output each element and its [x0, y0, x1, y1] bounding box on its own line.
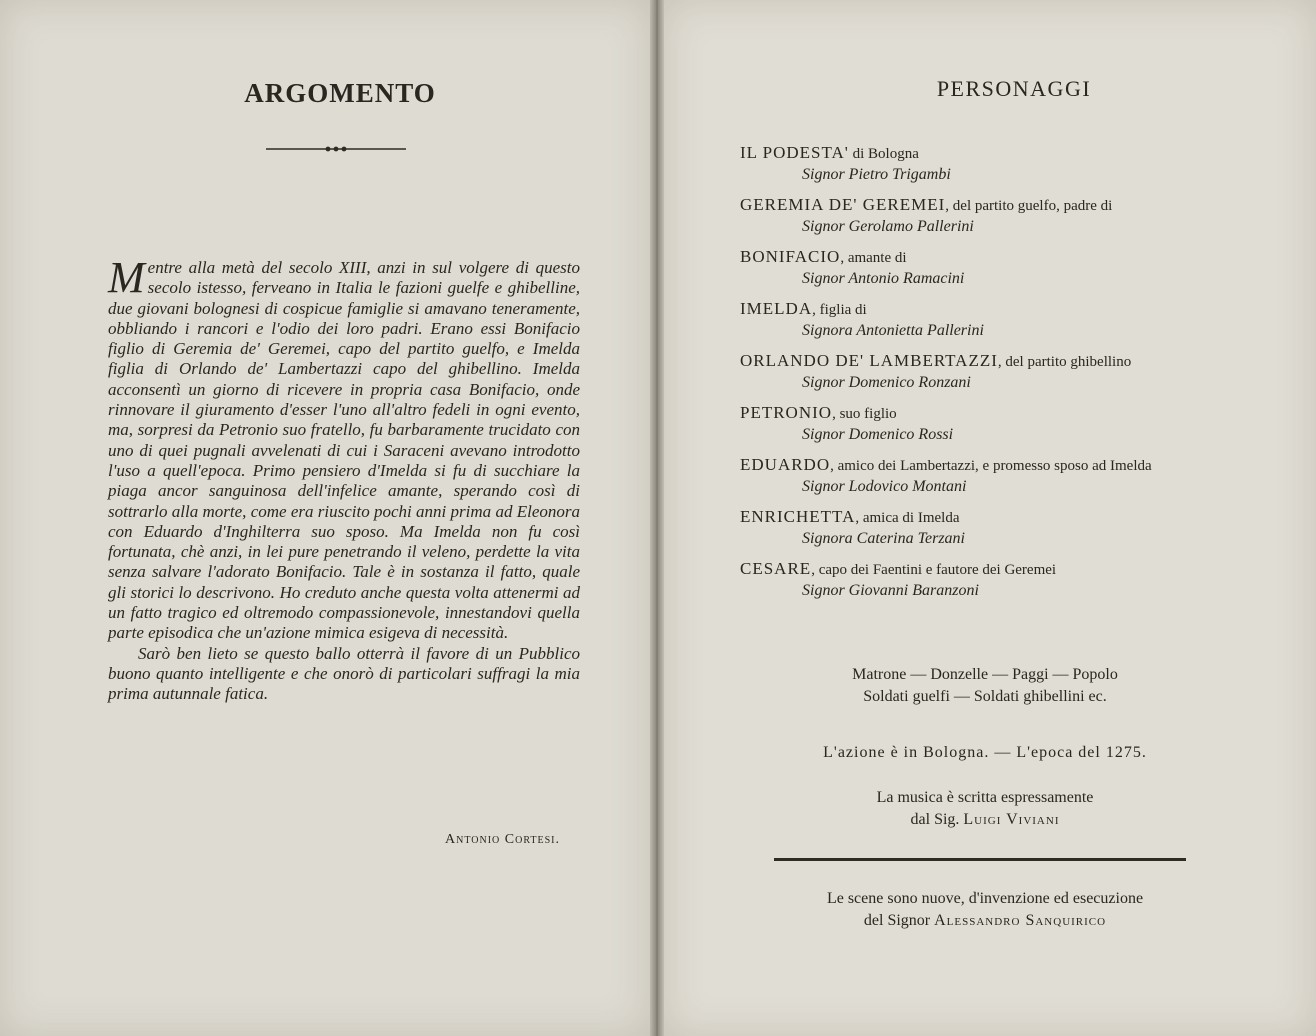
role-description: , del partito guelfo, padre di: [945, 198, 1113, 214]
role-entry: [740, 454, 1210, 497]
chorus-list: [760, 664, 1210, 708]
role-entry: [740, 402, 1210, 445]
argument-paragraph-2: Sarò ben lieto se questo ballo otterrà il favore di un Pubblico buono quanto intelligente e che onorò di particolari suffragi la mia prima autunnale fatica.: [108, 643, 580, 704]
argument-paragraph-1: entre alla metà del secolo XIII, anzi in sul volgere di questo secolo istesso, ferveano in Italia le fazioni guelfe e ghibelline, due giovani bolognesi di cospicue famiglie si amavano teneramente, obbliando i rancori e l'odio dei loro padri. Erano essi Bonifacio figlio di Geremia de' Geremei, capo del partito guelfo, e Imelda figlia di Orlando de' Lambertazzi capo del ghibellino. Imelda acconsentì un giorno di ricevere in propria casa Bonifacio, onde rinnovare il giuramento d'esser l'uno all'altro fedeli in ogni evento, ma, sorpresi da Petronio suo fratello, fu barbaramente trucidato con uno di quei pugnali avvelenati di cui i Saraceni avevano introdotto l'uso a quell'epoca. Primo pensiero d'Imelda si fu di succhiare la piaga ancor sanguinosa dell'infelice amante, sperando così di sottrarlo alla morte, come era riuscito pochi anni prima ad Eleonora con Eduardo d'Inghilterra suo sposo. Ma Imelda non fu così fortunata, chè anzi, in lei pure penetrando il veleno, perdette la vita senza salvare l'adorato Bonifacio. Tale è in sostanza il fatto, quale gli storici lo descrivono. Ho creduto anche questa volta attenermi ad un fatto tragico ed oltremodo compassionevole, innestandovi quella parte episodica che un'azione mimica esigeva di necessità.: [108, 258, 580, 643]
role-entry: [740, 298, 1210, 341]
page-title-argomento: ARGOMENTO: [244, 78, 436, 108]
argument-text: [108, 253, 580, 705]
role-entry: [740, 142, 1210, 185]
role-entry: [740, 194, 1210, 237]
role-name: IMELDA: [740, 299, 813, 318]
author-signature: Antonio Cortesi.: [445, 832, 560, 847]
chorus-line: Soldati guelfi — Soldati ghibellini ec.: [863, 688, 1107, 705]
designer-name: Alessandro Sanquirico: [934, 912, 1107, 929]
scenes-line: Le scene sono nuove, d'invenzione ed esecuzione: [826, 890, 1144, 907]
composer-name: Luigi Viviani: [963, 811, 1060, 828]
role-description: , suo figlio: [832, 406, 897, 422]
role-performer: Signor Antonio Ramacini: [802, 270, 965, 287]
scenes-prefix: del Signor: [863, 912, 935, 929]
page-title-personaggi: PERSONAGGI: [936, 76, 1092, 101]
role-description: di Bologna: [848, 146, 919, 162]
role-entry: [740, 506, 1210, 549]
ornament-divider: [266, 146, 406, 152]
role-description: , figlia di: [812, 302, 867, 318]
role-name: CESARE: [740, 559, 812, 578]
role-entry: [740, 558, 1210, 601]
role-performer: Signora Caterina Terzani: [802, 530, 965, 547]
role-name: ORLANDO DE' LAMBERTAZZI: [740, 351, 998, 370]
book-gutter: [650, 0, 664, 1036]
role-name: BONIFACIO: [740, 247, 841, 266]
drop-cap: M: [108, 253, 145, 302]
role-description: , capo dei Faentini e fautore dei Geremei: [811, 562, 1057, 578]
role-description: , amante di: [840, 250, 907, 266]
role-name: PETRONIO: [740, 403, 833, 422]
cast-list: [740, 142, 1210, 610]
role-description: , del partito ghibellino: [997, 354, 1132, 370]
scenes-credit: [760, 888, 1210, 932]
left-page: [0, 0, 650, 1036]
role-name: IL PODESTA': [740, 143, 849, 162]
role-name: GEREMIA DE' GEREMEI: [740, 195, 946, 214]
divider-rule: [774, 858, 1186, 861]
chorus-line: Matrone — Donzelle — Paggi — Popolo: [852, 666, 1118, 683]
role-performer: Signora Antonietta Pallerini: [802, 322, 984, 339]
role-performer: Signor Gerolamo Pallerini: [802, 218, 974, 235]
role-name: ENRICHETTA: [740, 507, 856, 526]
role-performer: Signor Pietro Trigambi: [802, 166, 951, 183]
role-description: , amica di Imelda: [855, 510, 960, 526]
role-performer: Signor Domenico Rossi: [802, 426, 954, 443]
role-entry: [740, 246, 1210, 289]
role-description: , amico dei Lambertazzi, e promesso sposo ad Imelda: [830, 458, 1152, 474]
role-performer: Signor Domenico Ronzani: [802, 374, 971, 391]
music-credit: [760, 787, 1210, 831]
role-entry: [740, 350, 1210, 393]
music-prefix: dal Sig.: [910, 811, 964, 828]
role-performer: Signor Giovanni Baranzoni: [802, 582, 979, 599]
music-line: La musica è scritta espressamente: [876, 789, 1094, 806]
setting-note: L'azione è in Bologna. — L'epoca del 1275.: [823, 744, 1147, 761]
role-name: EDUARDO: [740, 455, 831, 474]
role-performer: Signor Lodovico Montani: [802, 478, 967, 495]
